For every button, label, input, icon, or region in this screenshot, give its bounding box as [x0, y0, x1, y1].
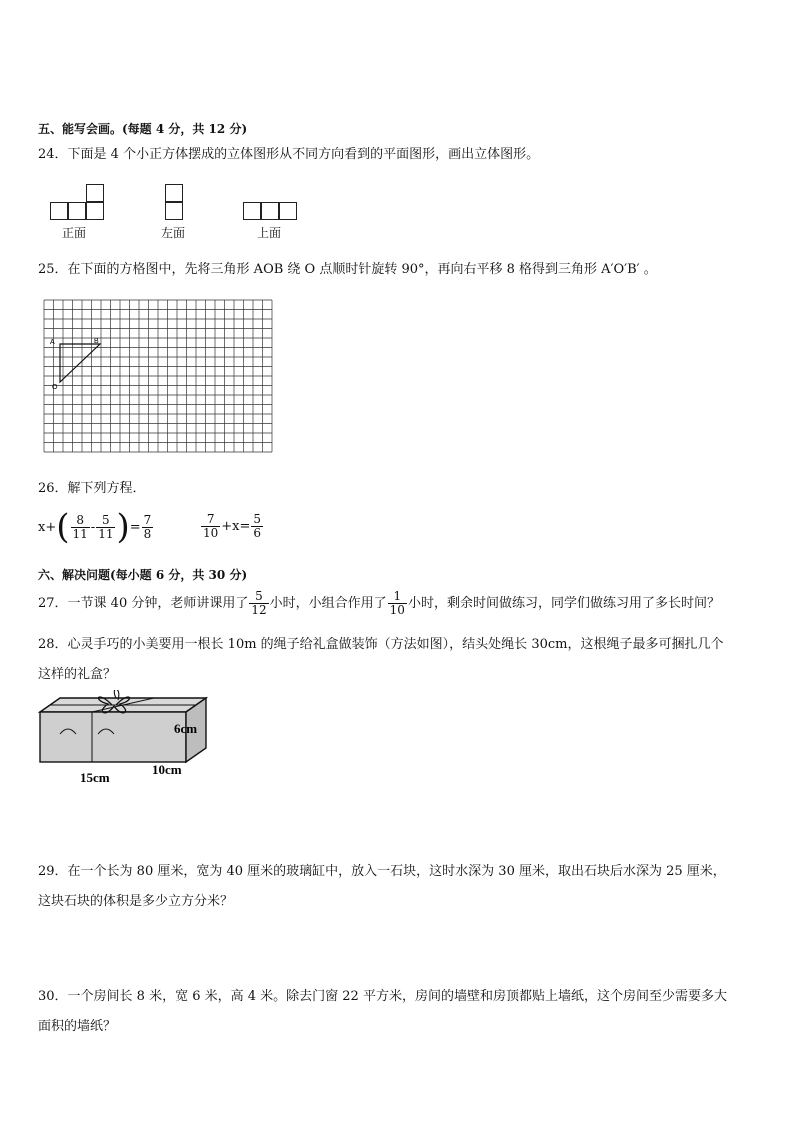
- point-o-label: O: [52, 384, 58, 391]
- q29-number: 29．: [38, 864, 68, 879]
- q28-line2: 这样的礼盒？: [38, 667, 117, 682]
- q28-number: 28．: [38, 637, 68, 652]
- eq1-result: $\frac{7}{8}$: [143, 512, 152, 541]
- eq1-prefix: x+: [38, 519, 57, 535]
- eq1-fraction-1: $\frac{8}{11}$: [72, 512, 88, 541]
- square-grid: [40, 296, 274, 456]
- gift-box-figure: [36, 690, 216, 790]
- equation-1: [38, 507, 154, 547]
- front-view-label: 正面: [62, 226, 87, 240]
- box-height-label: 6cm: [174, 721, 198, 736]
- equation-2: [200, 513, 264, 540]
- point-a-label: A: [50, 339, 55, 346]
- q27-text: [38, 590, 720, 617]
- eq2-result: $\frac{5}{6}$: [253, 512, 262, 540]
- q25-text: [38, 261, 657, 279]
- point-b-label: B: [94, 338, 99, 345]
- q25-number: 25．: [38, 262, 68, 277]
- q26-number: 26．: [38, 481, 68, 496]
- q27-fraction-1: $\frac{5}{12}$: [251, 589, 267, 617]
- q30-number: 30．: [38, 989, 68, 1004]
- q30-line2: 面积的墙纸？: [38, 1019, 117, 1034]
- eq1-right-paren: ): [116, 507, 130, 547]
- eq2-plus-x: +x=: [221, 519, 251, 534]
- q27-part2: 小时，小组合作用了: [269, 595, 387, 611]
- q30-body: 一个房间长 8 米，宽 6 米，高 4 米。除去门窗 22 平方米，房间的墙壁和房顶都贴上墙纸，这个房间至少需要多大: [67, 989, 727, 1004]
- eq1-minus: -: [90, 519, 96, 535]
- q30-line1: [38, 988, 727, 1006]
- eq1-equals: =: [129, 519, 141, 535]
- q29-line2: 这块石块的体积是多少立方分米？: [38, 894, 234, 909]
- box-width-label: 10cm: [152, 762, 182, 777]
- q29-line1: [38, 863, 726, 881]
- q24-body: 下面是 4 个小正方体摆成的立体图形从不同方向看到的平面图形，画出立体图形。: [67, 147, 540, 162]
- q28-line1: [38, 636, 723, 654]
- top-view-label: 上面: [257, 226, 282, 240]
- eq2-fraction: $\frac{7}{10}$: [203, 512, 219, 540]
- eq1-left-paren: (: [56, 507, 70, 547]
- q27-part3: 小时，剩余时间做练习，同学们做练习用了多长时间？: [407, 595, 720, 611]
- q29-body: 在一个长为 80 厘米，宽为 40 厘米的玻璃缸中，放入一石块，这时水深为 30 厘米，取出石块后水深为 25 厘米，: [67, 864, 726, 879]
- section5-heading: 五、能写会画。(每题 4 分，共 12 分): [38, 122, 248, 136]
- box-length-label: 15cm: [80, 770, 110, 785]
- q24-number: 24．: [38, 147, 68, 162]
- q28-body: 心灵手巧的小美要用一根长 10m 的绳子给礼盒做装饰（方法如图），结头处绳长 30cm，这根绳子最多可捆扎几个: [67, 637, 724, 652]
- q26-body: 解下列方程．: [67, 481, 146, 496]
- eq1-fraction-2: $\frac{5}{11}$: [98, 512, 114, 541]
- section6-heading: 六、解决问题(每小题 6 分，共 30 分): [38, 568, 248, 582]
- q24-text: [38, 146, 539, 164]
- q26-text: [38, 480, 146, 498]
- q27-part1: 一节课 40 分钟，老师讲课用了: [67, 595, 249, 611]
- q27-number: 27．: [38, 595, 68, 611]
- q25-body: 在下面的方格图中，先将三角形 AOB 绕 O 点顺时针旋转 90°，再向右平移 8 格得到三角形 A′O′B′ 。: [67, 262, 657, 277]
- q27-fraction-2: $\frac{1}{10}$: [389, 589, 405, 617]
- left-view-label: 左面: [161, 226, 186, 240]
